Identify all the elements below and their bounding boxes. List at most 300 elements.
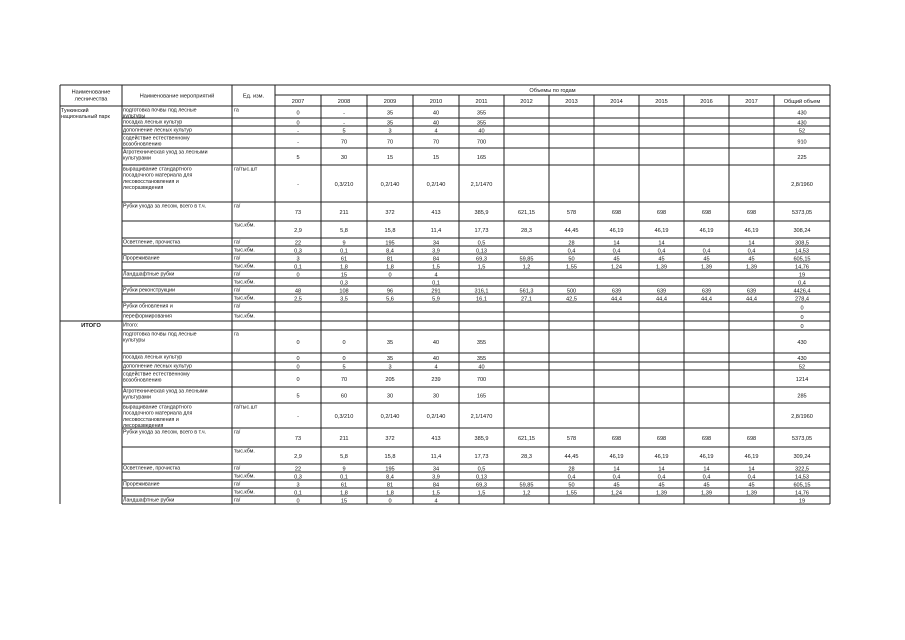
value-cell: 0,4 bbox=[567, 474, 576, 481]
value-cell: 0 bbox=[800, 323, 804, 330]
value-cell: 5,8 bbox=[340, 227, 348, 234]
value-cell: 0 bbox=[296, 355, 300, 362]
value-cell: 0,2/140 bbox=[380, 413, 400, 420]
unit-label: га/тыс.шт bbox=[234, 166, 258, 173]
value-cell: 45 bbox=[748, 482, 755, 489]
value-cell: 639 bbox=[611, 288, 622, 295]
value-cell: 698 bbox=[746, 209, 757, 216]
activity-label: содействие естественному bbox=[123, 371, 190, 378]
value-cell: 639 bbox=[701, 288, 712, 295]
value-cell: 0 bbox=[388, 498, 392, 505]
activity-label: посадка лесных культур bbox=[123, 119, 183, 126]
value-cell: 40 bbox=[432, 355, 440, 362]
value-cell: 2,8/1960 bbox=[791, 181, 813, 188]
value-cell: 84 bbox=[432, 256, 440, 263]
activity-label: возобновлению bbox=[123, 141, 162, 148]
unit-label: тыс.кбм. bbox=[234, 473, 255, 480]
value-cell: 30 bbox=[386, 393, 394, 400]
header-activity-label: Наименование мероприятий bbox=[139, 93, 215, 100]
value-cell: 1,39 bbox=[656, 490, 667, 497]
value-cell: 698 bbox=[611, 435, 622, 442]
activity-label: дополнение лесных культур bbox=[123, 363, 192, 370]
header-volumes-label: Объемы по годам bbox=[529, 88, 576, 94]
value-cell: - bbox=[343, 110, 345, 117]
value-cell: 0,4 bbox=[747, 474, 756, 481]
value-cell: 35 bbox=[386, 110, 394, 117]
unit-label: га/тыс.шт bbox=[234, 404, 258, 411]
value-cell: 44,4 bbox=[746, 296, 757, 303]
activity-label: Ландшафтные рубки bbox=[123, 497, 175, 504]
value-cell: 30 bbox=[340, 154, 348, 161]
unit-label: га bbox=[234, 331, 239, 338]
value-cell: 0 bbox=[296, 339, 300, 346]
value-cell: 40 bbox=[478, 364, 485, 371]
value-cell: 698 bbox=[701, 435, 712, 442]
value-cell: 14 bbox=[658, 240, 665, 247]
value-cell: 19 bbox=[798, 272, 806, 279]
value-cell: 45 bbox=[613, 256, 620, 263]
header-year: 2015 bbox=[655, 99, 668, 105]
value-cell: 0 bbox=[800, 305, 804, 312]
value-cell: 0,2/140 bbox=[380, 181, 400, 188]
value-cell: 1,2 bbox=[522, 264, 531, 271]
value-cell: 14,76 bbox=[795, 490, 809, 497]
org-name: ИТОГО bbox=[81, 323, 101, 329]
value-cell: 46,19 bbox=[744, 453, 759, 460]
header-year: 2016 bbox=[700, 99, 713, 105]
unit-label: тыс.кбм. bbox=[234, 313, 255, 320]
unit-label: га/ bbox=[234, 239, 241, 246]
value-cell: 5 bbox=[296, 393, 300, 400]
value-cell: 46,19 bbox=[654, 453, 669, 460]
value-cell: 40 bbox=[478, 128, 485, 135]
value-cell: 322,5 bbox=[795, 466, 809, 473]
value-cell: 0,3 bbox=[340, 280, 348, 287]
value-cell: 11,4 bbox=[430, 227, 442, 234]
value-cell: 698 bbox=[656, 209, 667, 216]
value-cell: 205 bbox=[385, 376, 395, 383]
activity-label: возобновлению bbox=[123, 377, 162, 384]
value-cell: 73 bbox=[294, 209, 302, 216]
value-cell: - bbox=[297, 128, 299, 135]
activity-label: лесоразведения bbox=[123, 423, 164, 430]
value-cell: 0,1 bbox=[432, 280, 440, 287]
value-cell: 30 bbox=[432, 393, 440, 400]
value-cell: 34 bbox=[432, 240, 440, 247]
header-org-label: лесничества bbox=[74, 96, 108, 103]
value-cell: 308,5 bbox=[795, 240, 809, 247]
value-cell: 621,15 bbox=[517, 435, 536, 442]
value-cell: 195 bbox=[385, 466, 395, 473]
value-cell: 1,55 bbox=[566, 490, 577, 497]
value-cell: 0,4 bbox=[702, 474, 711, 481]
value-cell: 698 bbox=[611, 209, 622, 216]
value-cell: 165 bbox=[476, 393, 487, 400]
value-cell: 239 bbox=[431, 376, 441, 383]
value-cell: 45 bbox=[658, 482, 665, 489]
value-cell: 14 bbox=[748, 466, 755, 473]
activity-label: Прореживание bbox=[123, 481, 160, 488]
header-unit-label: Ед. изм. bbox=[242, 93, 265, 100]
header-year: 2017 bbox=[745, 99, 758, 105]
header-year: 2010 bbox=[429, 99, 443, 105]
activity-label: культуры bbox=[123, 337, 146, 344]
value-cell: 44,4 bbox=[701, 296, 712, 303]
value-cell: 35 bbox=[386, 355, 394, 362]
value-cell: 2,5 bbox=[294, 296, 302, 303]
activity-label: подготовка почвы под лесные bbox=[123, 107, 197, 114]
value-cell: 372 bbox=[385, 209, 395, 216]
value-cell: 0 bbox=[296, 120, 300, 127]
value-cell: - bbox=[297, 181, 299, 188]
value-cell: - bbox=[297, 413, 299, 420]
table-text bbox=[61, 88, 820, 504]
value-cell: 15,8 bbox=[384, 227, 396, 234]
value-cell: 14 bbox=[658, 466, 665, 473]
value-cell: 910 bbox=[797, 139, 807, 146]
value-cell: 59,85 bbox=[519, 482, 534, 489]
value-cell: 0 bbox=[800, 314, 804, 321]
value-cell: 28 bbox=[568, 466, 575, 473]
activity-label: лесовосстановления и bbox=[123, 416, 179, 423]
value-cell: 1,5 bbox=[477, 490, 486, 497]
activity-label: культурами bbox=[123, 155, 151, 162]
value-cell: 0,4 bbox=[798, 280, 806, 287]
value-cell: 355 bbox=[476, 120, 487, 127]
value-cell: 1,39 bbox=[746, 490, 757, 497]
value-cell: 5,9 bbox=[432, 296, 440, 303]
value-cell: 4 bbox=[434, 128, 438, 135]
header-year: Общий объем bbox=[783, 99, 821, 105]
value-cell: 46,19 bbox=[609, 453, 624, 460]
value-cell: 3 bbox=[296, 482, 300, 489]
value-cell: 1,8 bbox=[340, 490, 348, 497]
activity-label: культурами bbox=[123, 394, 151, 401]
value-cell: 0,4 bbox=[657, 474, 666, 481]
value-cell: 0,4 bbox=[612, 474, 621, 481]
value-cell: 0,1 bbox=[340, 474, 348, 481]
unit-label: тыс.кбм. bbox=[234, 295, 255, 302]
unit-label: га bbox=[234, 107, 239, 114]
value-cell: 70 bbox=[386, 139, 394, 146]
value-cell: 385,9 bbox=[474, 435, 489, 442]
value-cell: 15 bbox=[432, 154, 440, 161]
value-cell: 2,9 bbox=[294, 227, 302, 234]
value-cell: 1,5 bbox=[432, 264, 440, 271]
unit-label: тыс.кбм. bbox=[234, 279, 255, 286]
value-cell: 22 bbox=[294, 466, 302, 473]
header-year: 2007 bbox=[291, 99, 305, 105]
activity-label: Осветление, прочистка bbox=[123, 239, 181, 246]
value-cell: 27,1 bbox=[521, 296, 532, 303]
value-cell: 621,15 bbox=[517, 209, 536, 216]
value-cell: 1,24 bbox=[611, 264, 622, 271]
value-cell: 9 bbox=[342, 466, 346, 473]
value-cell: 52 bbox=[798, 128, 806, 135]
value-cell: 15,8 bbox=[384, 453, 396, 460]
unit-label: га/ bbox=[234, 287, 241, 294]
activity-label: Прореживание bbox=[123, 255, 160, 262]
value-cell: 285 bbox=[797, 393, 807, 400]
value-cell: 0,1 bbox=[340, 248, 348, 255]
value-cell: 211 bbox=[339, 435, 349, 442]
value-cell: 5,8 bbox=[340, 453, 348, 460]
activity-label: подготовка почвы под лесные bbox=[123, 331, 197, 338]
value-cell: 52 bbox=[798, 364, 806, 371]
value-cell: 17,73 bbox=[474, 453, 489, 460]
value-cell: 14 bbox=[613, 466, 620, 473]
value-cell: 698 bbox=[656, 435, 667, 442]
value-cell: 291 bbox=[431, 288, 441, 295]
value-cell: 46,19 bbox=[654, 227, 669, 234]
value-cell: 1,39 bbox=[701, 490, 712, 497]
value-cell: 0 bbox=[296, 364, 300, 371]
value-cell: 4 bbox=[434, 364, 438, 371]
value-cell: 430 bbox=[797, 120, 807, 127]
activity-label: посадка лесных культур bbox=[123, 354, 183, 361]
value-cell: 46,19 bbox=[699, 453, 714, 460]
activity-label: выращивание стандартного bbox=[123, 404, 192, 411]
activity-label: Рубки обновления и bbox=[123, 303, 173, 310]
value-cell: 2,1/1470 bbox=[470, 413, 493, 420]
value-cell: 700 bbox=[476, 376, 487, 383]
value-cell: 2,8/1960 bbox=[791, 413, 813, 420]
value-cell: 1,2 bbox=[522, 490, 531, 497]
value-cell: 14 bbox=[703, 466, 710, 473]
value-cell: 3,9 bbox=[432, 248, 440, 255]
value-cell: 15 bbox=[386, 154, 394, 161]
header-year: 2011 bbox=[475, 99, 488, 105]
unit-label: тыс.кбм. bbox=[234, 489, 255, 496]
value-cell: 40 bbox=[432, 339, 440, 346]
value-cell: 5 bbox=[342, 364, 346, 371]
value-cell: 698 bbox=[746, 435, 757, 442]
value-cell: 0,1 bbox=[294, 264, 302, 271]
activity-label: выращивание стандартного bbox=[123, 166, 192, 173]
activity-label: дополнение лесных культур bbox=[123, 127, 192, 134]
value-cell: 3 bbox=[388, 364, 392, 371]
value-cell: 46,19 bbox=[609, 227, 624, 234]
value-cell: 0,5 bbox=[477, 466, 486, 473]
header-year: 2013 bbox=[565, 99, 578, 105]
value-cell: 1,8 bbox=[386, 264, 394, 271]
value-cell: 1,55 bbox=[566, 264, 577, 271]
value-cell: 639 bbox=[656, 288, 667, 295]
value-cell: 16,1 bbox=[476, 296, 487, 303]
value-cell: 0,4 bbox=[747, 248, 756, 255]
value-cell: 500 bbox=[566, 288, 577, 295]
value-cell: 0 bbox=[342, 355, 346, 362]
value-cell: 0,2/140 bbox=[426, 181, 446, 188]
value-cell: 15 bbox=[340, 498, 348, 505]
value-cell: 46,19 bbox=[699, 227, 714, 234]
value-cell: 195 bbox=[385, 240, 395, 247]
value-cell: 278,4 bbox=[795, 296, 809, 303]
value-cell: 8,4 bbox=[386, 248, 394, 255]
header-year: 2009 bbox=[383, 99, 397, 105]
value-cell: 50 bbox=[568, 482, 575, 489]
activity-label: Осветление, прочистка bbox=[123, 465, 181, 472]
value-cell: 639 bbox=[746, 288, 757, 295]
unit-label: тыс.кбм. bbox=[234, 263, 255, 270]
value-cell: 45 bbox=[748, 256, 755, 263]
value-cell: 0,13 bbox=[476, 248, 487, 255]
activity-label: Итого: bbox=[123, 322, 139, 329]
value-cell: 5373,05 bbox=[791, 435, 813, 442]
value-cell: 44,4 bbox=[656, 296, 667, 303]
value-cell: 3,5 bbox=[340, 296, 348, 303]
value-cell: 28,3 bbox=[521, 453, 532, 460]
value-cell: 0 bbox=[388, 272, 392, 279]
value-cell: 430 bbox=[797, 339, 807, 346]
value-cell: 0,4 bbox=[612, 248, 621, 255]
value-cell: 48 bbox=[294, 288, 302, 295]
value-cell: 45 bbox=[703, 256, 710, 263]
value-cell: 578 bbox=[566, 209, 577, 216]
value-cell: 0 bbox=[296, 376, 300, 383]
value-cell: 61 bbox=[340, 256, 348, 263]
activity-label: культуры bbox=[123, 113, 146, 120]
value-cell: 3,9 bbox=[432, 474, 440, 481]
value-cell: 1,24 bbox=[611, 490, 622, 497]
activity-label: лесовосстановления и bbox=[123, 178, 179, 185]
value-cell: 605,15 bbox=[793, 256, 811, 263]
value-cell: 5 bbox=[296, 154, 300, 161]
unit-label: тыс.кбм. bbox=[234, 247, 255, 254]
value-cell: 81 bbox=[386, 482, 394, 489]
value-cell: 15 bbox=[340, 272, 348, 279]
value-cell: 70 bbox=[432, 139, 440, 146]
value-cell: 0,4 bbox=[567, 248, 576, 255]
value-cell: 61 bbox=[340, 482, 348, 489]
value-cell: 2,9 bbox=[294, 453, 302, 460]
activity-label: Рубки реконструкции bbox=[123, 287, 176, 294]
value-cell: 40 bbox=[432, 110, 440, 117]
value-cell: 0,4 bbox=[702, 248, 711, 255]
activity-label: посадочного материала для bbox=[123, 172, 193, 179]
value-cell: 45 bbox=[658, 256, 665, 263]
value-cell: 28 bbox=[568, 240, 575, 247]
value-cell: 14,53 bbox=[795, 248, 809, 255]
value-cell: 73 bbox=[294, 435, 302, 442]
value-cell: 0 bbox=[342, 339, 346, 346]
value-cell: 2,1/1470 bbox=[470, 181, 493, 188]
value-cell: 45 bbox=[703, 482, 710, 489]
header-org-label: Наименование bbox=[71, 89, 111, 96]
value-cell: 1,8 bbox=[340, 264, 348, 271]
value-cell: 42,5 bbox=[566, 296, 577, 303]
value-cell: 700 bbox=[476, 139, 487, 146]
value-cell: 1,39 bbox=[701, 264, 712, 271]
value-cell: 0 bbox=[296, 498, 300, 505]
value-cell: 0,1 bbox=[294, 490, 302, 497]
activity-label: Ландшафтные рубки bbox=[123, 271, 175, 278]
value-cell: 0 bbox=[296, 110, 300, 117]
value-cell: 34 bbox=[432, 466, 440, 473]
value-cell: 59,85 bbox=[519, 256, 534, 263]
value-cell: 1,5 bbox=[432, 490, 440, 497]
table-grid bbox=[60, 85, 830, 504]
value-cell: 698 bbox=[701, 209, 712, 216]
value-cell: 84 bbox=[432, 482, 440, 489]
unit-label: га/ bbox=[234, 465, 241, 472]
value-cell: 5 bbox=[342, 128, 346, 135]
value-cell: 3 bbox=[388, 128, 392, 135]
value-cell: 14 bbox=[613, 240, 620, 247]
unit-label: тыс.кбм. bbox=[234, 448, 255, 455]
unit-label: га/ bbox=[234, 497, 241, 504]
value-cell: 372 bbox=[385, 435, 395, 442]
value-cell: 355 bbox=[476, 110, 487, 117]
header-year: 2014 bbox=[610, 99, 623, 105]
value-cell: 4 bbox=[434, 272, 438, 279]
value-cell: 355 bbox=[476, 339, 487, 346]
value-cell: 0,13 bbox=[476, 474, 487, 481]
value-cell: 413 bbox=[431, 435, 441, 442]
unit-label: га/ bbox=[234, 303, 241, 310]
value-cell: 0,5 bbox=[477, 240, 486, 247]
value-cell: 578 bbox=[566, 435, 577, 442]
value-cell: 40 bbox=[432, 120, 440, 127]
value-cell: 28,3 bbox=[521, 227, 532, 234]
value-cell: 413 bbox=[431, 209, 441, 216]
value-cell: 605,15 bbox=[793, 482, 811, 489]
value-cell: 70 bbox=[340, 139, 348, 146]
value-cell: 1,39 bbox=[746, 264, 757, 271]
value-cell: 0,3/210 bbox=[334, 413, 354, 420]
value-cell: 308,24 bbox=[793, 227, 811, 234]
value-cell: 1,8 bbox=[386, 490, 394, 497]
value-cell: 108 bbox=[339, 288, 349, 295]
value-cell: 60 bbox=[340, 393, 348, 400]
activity-label: Агротехническая уход за лесными bbox=[123, 388, 208, 395]
value-cell: 211 bbox=[339, 209, 349, 216]
value-cell: 8,4 bbox=[386, 474, 394, 481]
value-cell: 430 bbox=[797, 355, 807, 362]
unit-label: га/ bbox=[234, 429, 241, 436]
activity-label: переформирования bbox=[123, 313, 172, 320]
activity-label: Рубки ухода за лесом, всего в т.ч. bbox=[123, 429, 207, 436]
value-cell: 70 bbox=[340, 376, 348, 383]
value-cell: 0 bbox=[296, 272, 300, 279]
value-cell: 45 bbox=[613, 482, 620, 489]
value-cell: 385,9 bbox=[474, 209, 489, 216]
value-cell: 165 bbox=[476, 154, 487, 161]
value-cell: 1,39 bbox=[656, 264, 667, 271]
value-cell: 3 bbox=[296, 256, 300, 263]
header-year: 2008 bbox=[337, 99, 351, 105]
unit-label: га/ bbox=[234, 255, 241, 262]
activity-label: Рубки ухода за лесом, всего в т.ч. bbox=[123, 203, 207, 210]
value-cell: 1214 bbox=[795, 376, 809, 383]
value-cell: 5373,05 bbox=[791, 209, 813, 216]
value-cell: 225 bbox=[797, 154, 807, 161]
unit-label: га/ bbox=[234, 203, 241, 210]
activity-label: Агротехническая уход за лесными bbox=[123, 149, 208, 156]
value-cell: 69,3 bbox=[476, 482, 487, 489]
value-cell: 430 bbox=[797, 110, 807, 117]
value-cell: 4 bbox=[434, 498, 438, 505]
value-cell: 46,19 bbox=[744, 227, 759, 234]
value-cell: 50 bbox=[568, 256, 575, 263]
value-cell: 17,73 bbox=[474, 227, 489, 234]
value-cell: 19 bbox=[798, 498, 806, 505]
org-name: Тункинский bbox=[61, 108, 89, 114]
value-cell: 0,3 bbox=[294, 248, 302, 255]
value-cell: 561,3 bbox=[519, 288, 534, 295]
value-cell: 44,45 bbox=[564, 227, 579, 234]
value-cell: 0,2/140 bbox=[426, 413, 446, 420]
